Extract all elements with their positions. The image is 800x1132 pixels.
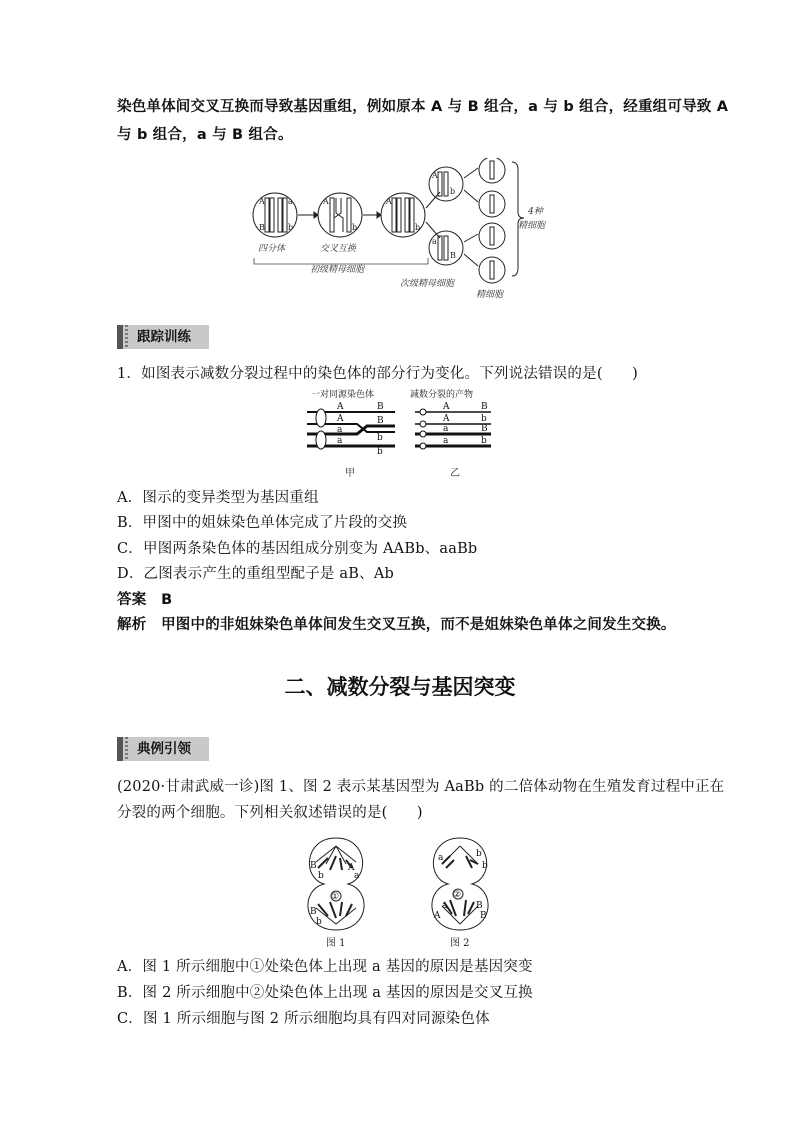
gene-label: a bbox=[337, 425, 343, 435]
q2-option-c: C．图 1 所示细胞与图 2 所示细胞均具有四对同源染色体 bbox=[117, 1011, 490, 1027]
label-primary-spermatocyte: 初级精母细胞 bbox=[310, 265, 365, 275]
gene-label: B bbox=[481, 402, 488, 412]
label-sperm-cells: 精细胞 bbox=[476, 290, 504, 300]
gene-label: b bbox=[377, 447, 383, 457]
gene-label: B bbox=[480, 911, 487, 921]
gene-label: b bbox=[288, 223, 294, 232]
gene-label: b bbox=[481, 436, 487, 446]
section-tag-example: 典例引领 bbox=[117, 737, 209, 761]
gene-label: A bbox=[323, 197, 329, 206]
gene-label: B bbox=[259, 223, 265, 232]
q1-chromosome-figure bbox=[305, 388, 505, 480]
gene-label: A bbox=[434, 911, 441, 921]
q2-cell-figures bbox=[296, 834, 506, 950]
meiosis-crossover-diagram bbox=[250, 158, 550, 300]
q1-option-a: A．图示的变异类型为基因重组 bbox=[117, 490, 319, 506]
gene-label: b bbox=[377, 433, 383, 443]
q1-answer: 答案 B bbox=[117, 592, 173, 608]
gene-label: a bbox=[443, 424, 449, 434]
gene-label: B bbox=[476, 901, 483, 911]
gene-label: A bbox=[348, 863, 355, 873]
gene-label: b bbox=[482, 861, 488, 871]
gene-label: A bbox=[443, 402, 450, 412]
q1-analysis: 解析 甲图中的非姐妹染色单体间发生交叉互换，而不是姐妹染色单体之间发生交换。 bbox=[117, 617, 676, 633]
gene-label: a bbox=[288, 197, 293, 206]
gene-label: A bbox=[443, 414, 450, 424]
gene-label: B bbox=[481, 424, 488, 434]
marker-2: ② bbox=[453, 890, 462, 900]
gene-label: B bbox=[377, 402, 384, 412]
gene-label: b bbox=[316, 917, 322, 927]
caption-yi: 乙 bbox=[450, 468, 460, 479]
section-tag-tracking-practice: 跟踪训练 bbox=[117, 325, 209, 349]
caption-figure-2: 图 2 bbox=[450, 938, 470, 949]
label-sperm-cells-brace: 精细胞 bbox=[518, 221, 546, 231]
label-crossover: 交叉互换 bbox=[320, 244, 357, 254]
gene-label: b bbox=[415, 223, 421, 232]
intro-line-2: 与 b 组合，a 与 B 组合。 bbox=[117, 127, 293, 143]
gene-label: B bbox=[450, 251, 456, 260]
gene-label: a bbox=[432, 237, 437, 246]
label-four-kinds: 4种 bbox=[528, 207, 543, 217]
gene-label: A bbox=[432, 171, 438, 180]
gene-label: B bbox=[377, 416, 384, 426]
q1-option-c: C．甲图两条染色体的基因组成分别变为 AABb、aaBb bbox=[117, 541, 478, 557]
q1-option-b: B．甲图中的姐妹染色单体完成了片段的交换 bbox=[117, 515, 408, 531]
gene-label: a bbox=[354, 871, 360, 881]
q1-stem: 1．如图表示减数分裂过程中的染色体的部分行为变化。下列说法错误的是( ) bbox=[117, 366, 638, 382]
gene-label: b bbox=[352, 223, 358, 232]
q1-option-d: D．乙图表示产生的重组型配子是 aB、Ab bbox=[117, 566, 394, 582]
gene-label: A bbox=[259, 197, 265, 206]
gene-label: a bbox=[443, 436, 449, 446]
gene-label: b bbox=[476, 849, 482, 859]
caption-jia: 甲 bbox=[345, 468, 355, 479]
gene-label: A bbox=[337, 402, 344, 412]
gene-label: a bbox=[337, 436, 343, 446]
gene-label: A bbox=[386, 197, 392, 206]
section-title-meiosis-mutation: 二、减数分裂与基因突变 bbox=[284, 675, 516, 699]
gene-label: b bbox=[450, 187, 456, 196]
q2-option-a: A．图 1 所示细胞中①处染色体上出现 a 基因的原因是基因突变 bbox=[117, 959, 533, 975]
q2-stem-line-2: 分裂的两个细胞。下列相关叙述错误的是( ) bbox=[117, 805, 423, 821]
q2-stem-line-1: (2020·甘肃武威一诊)图 1、图 2 表示某基因型为 AaBb 的二倍体动物在生殖发育过程中正在 bbox=[117, 779, 725, 795]
label-tetrad: 四分体 bbox=[258, 244, 286, 254]
intro-line-1: 染色单体间交叉互换而导致基因重组，例如原本 A 与 B 组合，a 与 b 组合，经重组可导致 A bbox=[117, 99, 729, 115]
caption-figure-1: 图 1 bbox=[326, 938, 346, 949]
gene-label: B bbox=[310, 861, 317, 871]
label-secondary-spermatocyte: 次级精母细胞 bbox=[400, 279, 455, 289]
gene-label: A bbox=[337, 414, 344, 424]
label-homologous-pair: 一对同源染色体 bbox=[311, 390, 375, 400]
marker-1: ① bbox=[331, 892, 340, 902]
label-meiosis-products: 减数分裂的产物 bbox=[410, 390, 474, 400]
gene-label: b bbox=[318, 871, 324, 881]
q2-option-b: B．图 2 所示细胞中②处染色体上出现 a 基因的原因是交叉互换 bbox=[117, 985, 533, 1001]
gene-label: b bbox=[481, 414, 487, 424]
gene-label: a bbox=[442, 901, 448, 911]
gene-label: B bbox=[310, 907, 317, 917]
gene-label: a bbox=[438, 853, 444, 863]
